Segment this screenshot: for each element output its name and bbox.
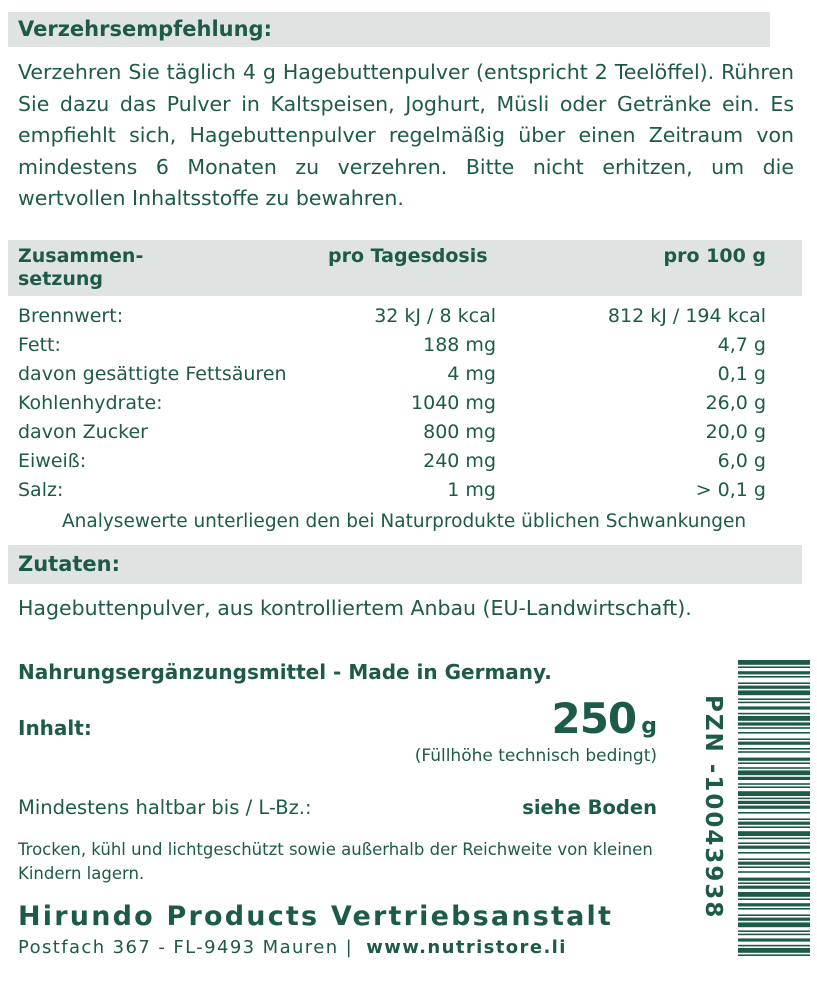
- barcode-bar: [738, 878, 810, 881]
- row-per100: 6,0 g: [717, 450, 766, 472]
- barcode-bar: [738, 742, 810, 745]
- ingredients-text: Hagebuttenpulver, aus kontrolliertem Anbau (EU-Landwirtschaft).: [18, 596, 692, 620]
- barcode-bar: [738, 738, 810, 740]
- barcode-bar: [738, 713, 810, 715]
- row-label: Salz:: [18, 479, 64, 501]
- nutrition-header-col2: pro Tagesdosis: [328, 245, 488, 267]
- row-label: Brennwert:: [18, 305, 124, 327]
- barcode-bar: [738, 922, 810, 927]
- table-row: [18, 363, 766, 392]
- barcode-bar: [738, 938, 810, 941]
- barcode-bar: [738, 812, 810, 814]
- barcode-bar: [738, 934, 810, 936]
- company-address: [18, 937, 567, 958]
- barcode-bar: [738, 903, 810, 906]
- barcode-bar: [738, 671, 810, 674]
- row-label: davon Zucker: [18, 421, 148, 443]
- barcode-bar: [738, 806, 810, 809]
- usage-heading: Verzehrsempfehlung:: [18, 17, 272, 41]
- barcode-bar: [738, 748, 810, 750]
- barcode-bar: [738, 798, 810, 800]
- fill-note: (Füllhöhe technisch bedingt): [414, 746, 657, 766]
- row-label: Fett:: [18, 334, 61, 356]
- table-row: [18, 450, 766, 479]
- barcode-bar: [738, 660, 810, 665]
- barcode-bar: [738, 770, 810, 775]
- barcode-bar: [738, 690, 810, 695]
- row-daily: 32 kJ / 8 kcal: [374, 305, 496, 327]
- barcode-bar: [738, 954, 810, 956]
- website-link: www.nutristore.li: [366, 937, 567, 958]
- row-per100: 812 kJ / 194 kcal: [607, 305, 766, 327]
- row-label: davon gesättigte Fettsäuren: [18, 363, 287, 385]
- barcode-bar: [738, 727, 810, 729]
- barcode-bar: [738, 882, 810, 884]
- barcode-bar: [738, 948, 810, 953]
- barcode-bar: [738, 838, 810, 840]
- barcode-bar: [738, 914, 810, 916]
- table-row: [18, 334, 766, 363]
- row-daily: 800 mg: [423, 421, 496, 443]
- table-row: [18, 479, 766, 508]
- nutrition-note: Analysewerte unterliegen den bei Naturprodukte üblichen Schwankungen: [62, 511, 747, 532]
- row-daily: 4 mg: [447, 363, 496, 385]
- ingredients-heading: Zutaten:: [18, 552, 121, 576]
- address-text: Postfach 367 - FL-9493 Mauren |: [18, 937, 354, 958]
- barcode-bar: [738, 767, 810, 769]
- company-name: Hirundo Products Vertriebsanstalt: [18, 901, 614, 932]
- barcode-bar: [738, 898, 810, 900]
- barcode-bar: [738, 722, 810, 725]
- barcode-bar: [738, 818, 810, 820]
- barcode-bar: [738, 762, 810, 764]
- row-daily: 1040 mg: [411, 392, 496, 414]
- barcode-bar: [738, 892, 810, 897]
- row-label: Kohlenhydrate:: [18, 392, 163, 414]
- barcode-bar: [738, 918, 810, 921]
- barcode: [738, 660, 810, 956]
- barcode-bar: [738, 908, 810, 910]
- barcode-bar: [738, 858, 810, 860]
- row-daily: 240 mg: [423, 450, 496, 472]
- row-per100: 4,7 g: [717, 334, 766, 356]
- barcode-bar: [738, 786, 810, 788]
- nutrition-header-col3: pro 100 g: [663, 245, 766, 267]
- barcode-bar: [738, 706, 810, 709]
- barcode-bar: [738, 831, 810, 836]
- barcode-bar: [738, 666, 810, 668]
- barcode-bar: [738, 930, 810, 932]
- barcode-bar: [738, 732, 810, 734]
- table-row: [18, 392, 766, 421]
- ingredients-heading-band: [8, 545, 802, 584]
- barcode-bar: [738, 846, 810, 849]
- content-value: 250: [551, 694, 637, 743]
- content-label: Inhalt:: [18, 716, 92, 740]
- barcode-bar: [738, 945, 810, 947]
- usage-text: Verzehren Sie täglich 4 g Hagebuttenpulver (entspricht 2 Teelöffel). Rühren Sie dazu das Pulver in Kaltspeisen, Joghurt, Müsli oder Getränke ein. Es empfiehlt sich, Hagebuttenpulver regelmäßig über einen Zeitraum von mindestens 6 Monaten zu verzehren. Bitte nicht erhitzen, um die wertvollen Inhaltsstoffe zu bewahren.: [18, 60, 794, 210]
- storage-text: Trocken, kühl und lichtgeschützt sowie außerhalb der Reichweite von kleinen Kindern lagern.: [18, 840, 653, 883]
- row-per100: > 0,1 g: [695, 479, 766, 501]
- row-label: Eiweiß:: [18, 450, 87, 472]
- best-before-label: Mindestens haltbar bis / L-Bz.:: [18, 796, 312, 819]
- barcode-bar: [738, 862, 810, 865]
- barcode-bar: [738, 716, 810, 721]
- best-before-value: siehe Boden: [522, 796, 657, 819]
- product-type-line: Nahrungsergänzungsmittel - Made in Germany.: [18, 660, 552, 684]
- barcode-bar: [738, 783, 810, 785]
- barcode-bar: [738, 826, 810, 828]
- nutrition-header-col1-line2: setzung: [18, 268, 103, 290]
- row-daily: 188 mg: [423, 334, 496, 356]
- table-row: [18, 421, 766, 450]
- row-per100: 20,0 g: [705, 421, 766, 443]
- barcode-bar: [738, 698, 810, 700]
- barcode-bar: [738, 822, 810, 825]
- table-row: [18, 305, 766, 334]
- barcode-bar: [738, 801, 810, 804]
- row-per100: 0,1 g: [717, 363, 766, 385]
- content-amount: [551, 694, 657, 743]
- barcode-bar: [738, 852, 810, 854]
- nutrition-header-col1: [18, 245, 143, 291]
- barcode-bar: [738, 866, 810, 868]
- barcode-bar: [738, 777, 810, 780]
- barcode-bar: [738, 871, 810, 873]
- barcode-bar: [738, 682, 810, 684]
- barcode-bar: [738, 751, 810, 753]
- row-daily: 1 mg: [447, 479, 496, 501]
- content-unit: g: [641, 714, 657, 739]
- barcode-bar: [738, 676, 810, 678]
- barcode-bar: [738, 686, 810, 689]
- barcode-bar: [738, 702, 810, 704]
- barcode-bar: [738, 791, 810, 796]
- barcode-bar: [738, 886, 810, 889]
- row-per100: 26,0 g: [705, 392, 766, 414]
- pzn-code: PZN -10043938: [700, 695, 726, 920]
- nutrition-header-col1-line1: Zusammen-: [18, 245, 144, 267]
- barcode-bar: [738, 842, 810, 844]
- barcode-bar: [738, 758, 810, 761]
